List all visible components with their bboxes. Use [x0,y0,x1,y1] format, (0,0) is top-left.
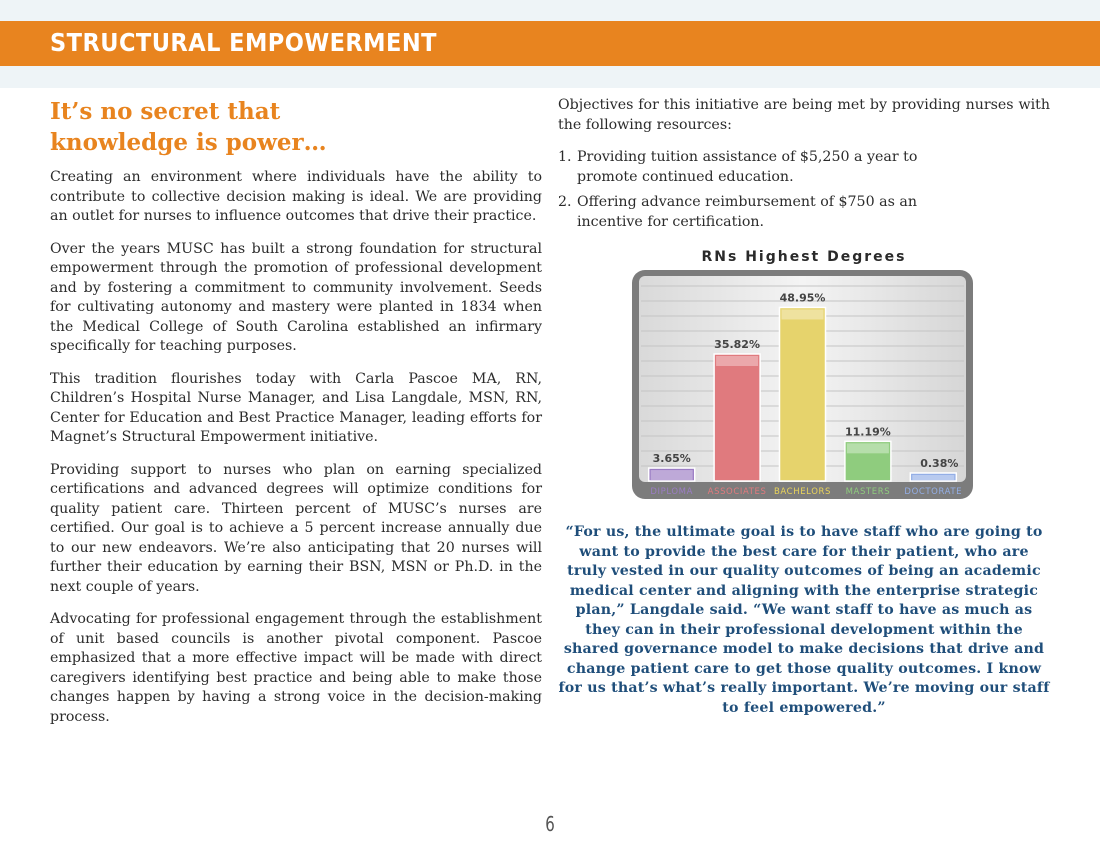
section-title: STRUCTURAL EMPOWERMENT [50,28,437,57]
category-label: MASTERS [845,487,891,497]
list-text: Providing tuition assistance of $5,250 a year to promote continued education. [577,149,918,185]
data-label: 35.82% [714,338,761,352]
headline [50,96,542,158]
bar-chart [632,270,973,499]
list-number: 1. [558,149,572,165]
data-label: 11.19% [844,425,891,439]
bar-highlight [847,443,889,453]
chart-title: RNs Highest Degrees [701,249,907,265]
chart-frame [632,270,973,499]
bar-associates [714,354,760,481]
bar-bachelors [780,307,826,481]
list-item [558,193,977,232]
paragraph: Creating an environment where individuals have the ability to contribute to collective decision making is ideal. We are providing an outlet for nurses to influence outcomes that drive their practice. [50,169,542,224]
paragraph: Providing support to nurses who plan on earning specialized certifications and advanced degrees will optimize conditions for quality patient care. Thirteen percent of MUSC’s nurses are certified. Our goal is to achieve a 5 percent increase annually due to our new endeavors. We’re also anticipating that 20 nurses will further their education by earning their BSN, MSN or Ph.D. in the next couple of years. [50,461,542,595]
paragraph: Over the years MUSC has built a strong foundation for structural empowerment through the promotion of professional development and by fostering a commitment to community involvement. Seeds for cultivating autonomy and mastery were planted in 1834 when the Medical College of South Carolina established an infirmary specifically for teaching purposes. [50,240,542,354]
objectives-intro: Objectives for this initiative are being met by providing nurses with the following resources: [558,97,1050,133]
data-label: 3.65% [652,452,691,466]
category-label: ASSOCIATES [707,487,767,497]
page-number: 6 [545,812,555,836]
bar-highlight [716,356,758,366]
headline-line-1: It’s no secret that [50,98,281,125]
list-item [558,148,977,187]
section-header [0,21,1100,66]
category-label: DIPLOMA [650,487,694,497]
resources-list [558,148,1050,232]
bar-highlight [912,475,954,480]
category-label: DOCTORATE [904,487,963,497]
paragraph: Advocating for professional engagement through the establishment of unit based councils is another pivotal component. Pascoe emphasized that a more effective impact will be made with direct caregivers identifying best practice and being able to make those changes happen by having a strong voice in the decision-making process. [50,611,542,725]
category-label: BACHELORS [773,487,832,497]
paragraph: This tradition flourishes today with Carla Pascoe MA, RN, Children’s Hospital Nurse Manager, and Lisa Langdale, MSN, RN, Center for Education and Best Practice Manager, leading efforts for Magnet’s Structural Empowerment initiative. [50,370,542,445]
list-text: Offering advance reimbursement of $750 as an incentive for certification. [577,194,917,230]
headline-line-2: knowledge is power… [50,129,327,156]
left-column [50,96,542,740]
bar-highlight [651,470,693,480]
bar-highlight [782,309,824,319]
right-column [558,96,1050,238]
list-number: 2. [558,194,572,210]
data-label: 48.95% [779,291,826,305]
pull-quote: “For us, the ultimate goal is to have staff who are going to want to provide the best care for their patient, who are truly vested in our quality outcomes of being an academic medical center and aligning with the enterprise strategic plan,” Langdale said. “We want staff to have as much as they can in their professional development within the shared governance model to make decisions that drive and change patient care to get those quality outcomes. I know for us that’s what’s really important. We’re moving our staff to feel empowered.” [558,524,1050,716]
data-label: 0.38% [920,457,959,470]
